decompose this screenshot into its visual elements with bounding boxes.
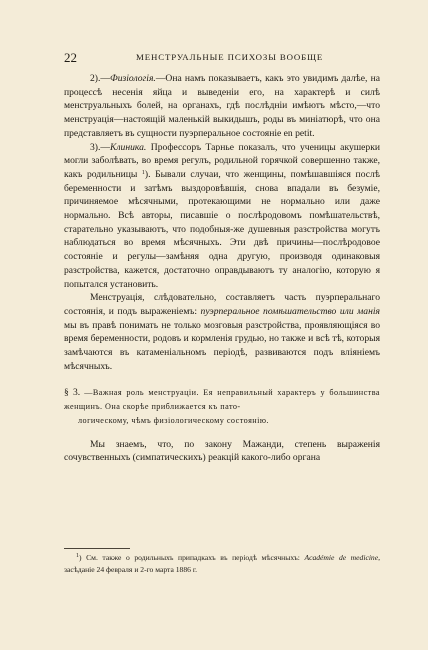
footnote-divider (64, 548, 130, 549)
footnote (64, 552, 380, 576)
paragraph-text: —Она намъ показываетъ, какъ это увидимъ далѣе, на процессѣ несенія яйца и выведеніи его, на характерѣ и силѣ менструальныхъ болей, на органахъ, гдѣ послѣдніи имѣютъ мѣсто,—что менструація—настоящій маленькій выкидышъ, роды въ миніатюрѣ, что она представляетъ въ сущности пуэрперальное состояніе en petit. (64, 73, 380, 139)
paragraph-text: Менструація, слѣдовательно, составляетъ часть пуэрперальнаго состоянія, и подъ выраженіемъ: (64, 292, 380, 317)
body-text (64, 72, 380, 465)
section-number: § 3. (64, 387, 81, 399)
paragraph-physiology (64, 72, 380, 141)
footnote-source: Académie de medicine (304, 553, 379, 562)
paragraph-menstruation (64, 291, 380, 373)
paragraph-number: 2).— (90, 73, 110, 84)
page-number: 22 (64, 50, 77, 65)
paragraph-number: 3).— (90, 141, 110, 153)
footnote-text: , засѣданіе 24 февраля и 2-го марта 1886 г. (64, 553, 380, 574)
footnote-reference[interactable]: 1 (141, 169, 145, 176)
paragraph-text: ). Бывали случаи, что женщины, помѣшавшіяся послѣ беременности и затѣмъ выздоровѣвшія, снова впадали въ безуміе, причиняемое мѣсячными, протекающими не нормально или даже нормально. Всѣ авторы, писавшіе о послѣродовомъ помѣшательствѣ, старательно указываютъ, что подобныя-же душевныя разстройства могутъ наблюдаться во время мѣсячныхъ. Эти двѣ причины—послѣродовое состояніе и регулы—замѣняя одна другую, производя одинаковыя разстройства, кажется, достаточно оправдываютъ ту аналогію, которую я попытался установить. (64, 168, 380, 290)
paragraph-label: Клиника. (109, 141, 147, 153)
footnote-marker: 1 (76, 553, 79, 559)
paragraph-label: Физіологія. (109, 73, 156, 84)
paragraph-magendie (64, 438, 380, 465)
section-heading-text: —Важная роль менструаціи. Ея неправильный характеръ у большинства женщинъ. Она скорѣе приближается къ пато- (64, 388, 380, 412)
page-header (64, 50, 380, 66)
running-title: МЕНСТРУАЛЬНЫЕ ПСИХОЗЫ ВООБЩЕ (136, 52, 324, 62)
paragraph-text: Профессоръ Тарнье показалъ, что ученицы акушерки могли заболѣвать, во время регулъ, родильной горячкой совершенно также, какъ родильницы (64, 141, 380, 180)
footnote-text: ) См. также о родильныхъ припадкахъ въ періодѣ мѣсячныхъ: (79, 553, 305, 562)
section-heading (64, 386, 380, 427)
section-heading-text: логическому, чѣмъ физіологическому состоянію. (78, 415, 269, 425)
emphasized-term: пуэрперальное помѣшательство или манія (200, 305, 380, 317)
paragraph-clinic (64, 141, 380, 292)
paragraph-text: мы въ правѣ понимать не только мозговыя разстройства, проявляющіяся во время беременности, родовъ и кормленія грудью, но также и всѣ тѣ, которыя замѣчаются въ катаменіальномъ періодѣ, развиваются подъ вліяніемъ мѣсячныхъ. (64, 319, 380, 372)
paragraph-text: Мы знаемъ, что, по закону Мажанди, степень выраженія сочувственныхъ (симпатическихъ) реакцій какого-либо органа (64, 438, 380, 464)
